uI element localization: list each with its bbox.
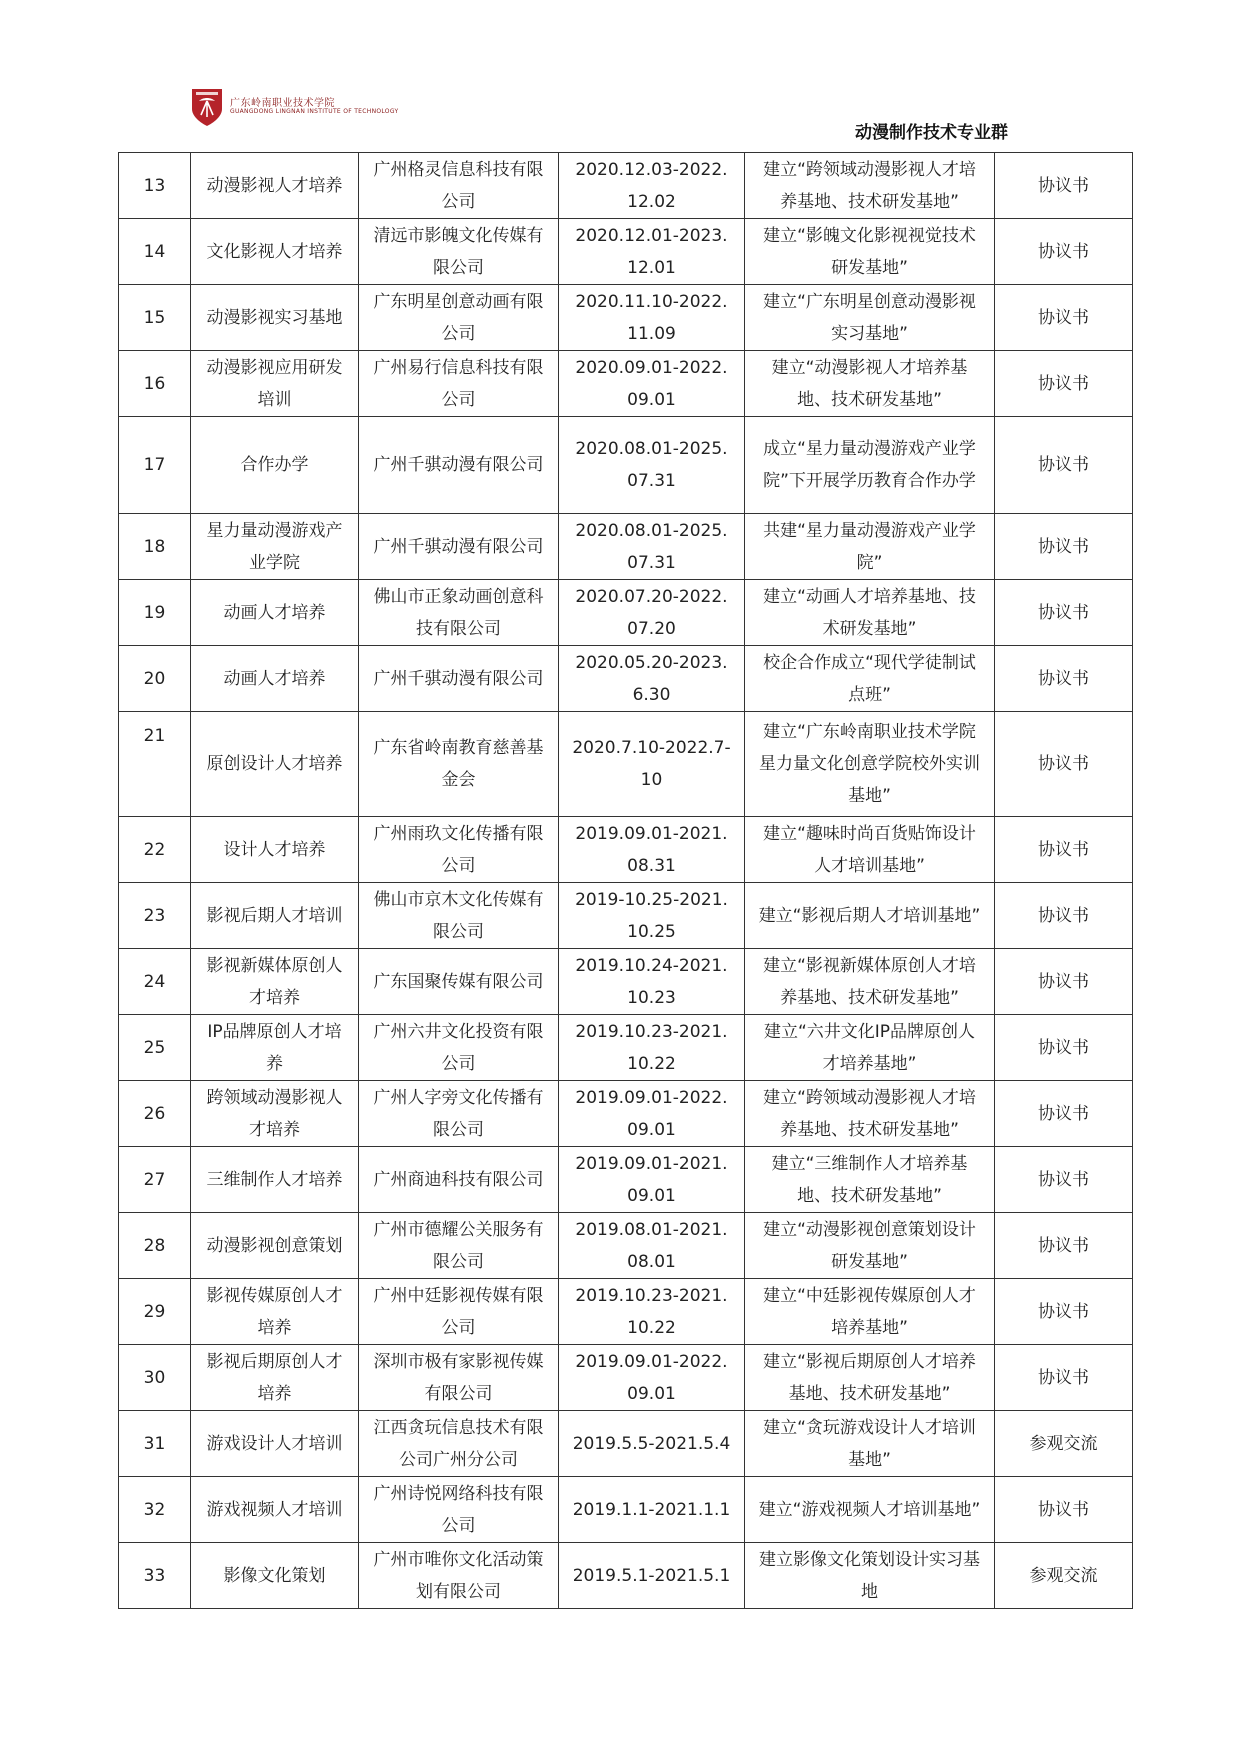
partner-company: 广州千骐动漫有限公司 [359,514,559,580]
cooperation-form: 协议书 [995,514,1133,580]
cooperation-period: 2019.5.1-2021.5.1 [559,1543,745,1609]
project-name: 合作办学 [191,417,359,514]
project-name: 影视传媒原创人才培养 [191,1279,359,1345]
cooperation-period: 2020.11.10-2022.11.09 [559,285,745,351]
cooperation-period: 2019.09.01-2021.08.31 [559,817,745,883]
cooperation-period: 2019.10.24-2021.10.23 [559,949,745,1015]
project-name: 动漫影视人才培养 [191,153,359,219]
cooperation-content: 建立“六井文化IP品牌原创人才培养基地” [745,1015,995,1081]
cooperation-period: 2020.08.01-2025.07.31 [559,417,745,514]
page-header-title: 动漫制作技术专业群 [855,123,1008,143]
table-row [119,1543,1133,1609]
project-name: 动画人才培养 [191,646,359,712]
row-number: 32 [119,1477,191,1543]
cooperation-content: 建立“影视新媒体原创人才培养基地、技术研发基地” [745,949,995,1015]
partner-company: 广州诗悦网络科技有限公司 [359,1477,559,1543]
school-logo [190,86,398,128]
partner-company: 广州千骐动漫有限公司 [359,417,559,514]
table-row [119,514,1133,580]
cooperation-period: 2019.1.1-2021.1.1 [559,1477,745,1543]
table-row [119,1279,1133,1345]
cooperation-form: 参观交流 [995,1543,1133,1609]
cooperation-period: 2019.09.01-2021.09.01 [559,1147,745,1213]
table-row [119,1147,1133,1213]
cooperation-content: 建立“影视后期人才培训基地” [745,883,995,949]
cooperation-content: 建立“动漫影视人才培养基地、技术研发基地” [745,351,995,417]
cooperation-period: 2020.08.01-2025.07.31 [559,514,745,580]
table-row [119,1477,1133,1543]
project-name: 影视新媒体原创人才培养 [191,949,359,1015]
project-name: 设计人才培养 [191,817,359,883]
cooperation-content: 建立“动画人才培养基地、技术研发基地” [745,580,995,646]
project-name: 星力量动漫游戏产业学院 [191,514,359,580]
cooperation-form: 协议书 [995,1015,1133,1081]
cooperation-period: 2020.07.20-2022.07.20 [559,580,745,646]
cooperation-content: 建立“影视后期原创人才培养基地、技术研发基地” [745,1345,995,1411]
partner-company: 广州格灵信息科技有限公司 [359,153,559,219]
table-row [119,1213,1133,1279]
cooperation-period: 2020.7.10-2022.7-10 [559,712,745,817]
cooperation-form: 协议书 [995,646,1133,712]
school-name-en: GUANGDONG LINGNAN INSTITUTE OF TECHNOLOGY [230,108,399,116]
partner-company: 广州市德耀公关服务有限公司 [359,1213,559,1279]
project-name: 游戏视频人才培训 [191,1477,359,1543]
row-number: 33 [119,1543,191,1609]
project-name: 跨领域动漫影视人才培养 [191,1081,359,1147]
cooperation-period: 2019-10.25-2021.10.25 [559,883,745,949]
cooperation-form: 协议书 [995,883,1133,949]
cooperation-content: 校企合作成立“现代学徒制试点班” [745,646,995,712]
row-number: 28 [119,1213,191,1279]
cooperation-content: 建立“贪玩游戏设计人才培训基地” [745,1411,995,1477]
partner-company: 清远市影魄文化传媒有限公司 [359,219,559,285]
table-row [119,712,1133,817]
table-row [119,1015,1133,1081]
cooperation-form: 协议书 [995,817,1133,883]
partner-company: 广州易行信息科技有限公司 [359,351,559,417]
table-row [119,949,1133,1015]
table-row [119,285,1133,351]
row-number: 26 [119,1081,191,1147]
partner-company: 广州商迪科技有限公司 [359,1147,559,1213]
cooperation-period: 2020.12.01-2023.12.01 [559,219,745,285]
school-emblem-icon [190,87,224,127]
project-name: 游戏设计人才培训 [191,1411,359,1477]
cooperation-form: 协议书 [995,351,1133,417]
row-number: 19 [119,580,191,646]
cooperation-content: 建立“游戏视频人才培训基地” [745,1477,995,1543]
partner-company: 广州人字旁文化传播有限公司 [359,1081,559,1147]
row-number: 27 [119,1147,191,1213]
cooperation-period: 2019.09.01-2022.09.01 [559,1345,745,1411]
cooperation-period: 2019.08.01-2021.08.01 [559,1213,745,1279]
partner-company: 广州雨玖文化传播有限公司 [359,817,559,883]
cooperation-period: 2020.05.20-2023.6.30 [559,646,745,712]
table-row [119,351,1133,417]
table-row [119,883,1133,949]
project-name: 三维制作人才培养 [191,1147,359,1213]
row-number: 17 [119,417,191,514]
row-number: 16 [119,351,191,417]
cooperation-content: 成立“星力量动漫游戏产业学院”下开展学历教育合作办学 [745,417,995,514]
table-row [119,153,1133,219]
cooperation-form: 协议书 [995,219,1133,285]
cooperation-form: 协议书 [995,1345,1133,1411]
cooperation-form: 参观交流 [995,1411,1133,1477]
project-name: IP品牌原创人才培养 [191,1015,359,1081]
row-number: 15 [119,285,191,351]
row-number: 18 [119,514,191,580]
cooperation-form: 协议书 [995,285,1133,351]
cooperation-content: 建立“中廷影视传媒原创人才培养基地” [745,1279,995,1345]
cooperation-content: 建立“广东明星创意动漫影视实习基地” [745,285,995,351]
cooperation-content: 建立“跨领域动漫影视人才培养基地、技术研发基地” [745,1081,995,1147]
cooperation-content: 建立“趣味时尚百货贴饰设计人才培训基地” [745,817,995,883]
partner-company: 广州六井文化投资有限公司 [359,1015,559,1081]
project-name: 影视后期人才培训 [191,883,359,949]
cooperation-content: 建立“三维制作人才培养基地、技术研发基地” [745,1147,995,1213]
project-name: 文化影视人才培养 [191,219,359,285]
table-row [119,219,1133,285]
row-number: 24 [119,949,191,1015]
row-number: 20 [119,646,191,712]
cooperation-table-body [119,153,1133,1609]
project-name: 动漫影视创意策划 [191,1213,359,1279]
cooperation-period: 2019.10.23-2021.10.22 [559,1279,745,1345]
row-number: 23 [119,883,191,949]
cooperation-content: 建立“动漫影视创意策划设计研发基地” [745,1213,995,1279]
cooperation-content: 建立影像文化策划设计实习基地 [745,1543,995,1609]
partner-company: 广东国聚传媒有限公司 [359,949,559,1015]
row-number: 29 [119,1279,191,1345]
partner-company: 广州中廷影视传媒有限公司 [359,1279,559,1345]
row-number: 30 [119,1345,191,1411]
cooperation-form: 协议书 [995,153,1133,219]
cooperation-period: 2019.5.5-2021.5.4 [559,1411,745,1477]
row-number: 22 [119,817,191,883]
project-name: 动漫影视应用研发培训 [191,351,359,417]
cooperation-form: 协议书 [995,1147,1133,1213]
row-number: 14 [119,219,191,285]
row-number: 13 [119,153,191,219]
cooperation-period: 2020.09.01-2022.09.01 [559,351,745,417]
cooperation-period: 2019.10.23-2021.10.22 [559,1015,745,1081]
cooperation-table [118,152,1133,1609]
table-row [119,646,1133,712]
cooperation-form: 协议书 [995,712,1133,817]
cooperation-content: 建立“跨领域动漫影视人才培养基地、技术研发基地” [745,153,995,219]
cooperation-form: 协议书 [995,949,1133,1015]
cooperation-period: 2019.09.01-2022.09.01 [559,1081,745,1147]
row-number: 21 [119,712,191,817]
cooperation-form: 协议书 [995,1477,1133,1543]
table-row [119,1081,1133,1147]
table-row [119,1411,1133,1477]
partner-company: 深圳市极有家影视传媒有限公司 [359,1345,559,1411]
project-name: 原创设计人才培养 [191,712,359,817]
row-number: 25 [119,1015,191,1081]
partner-company: 江西贪玩信息技术有限公司广州分公司 [359,1411,559,1477]
partner-company: 广东省岭南教育慈善基金会 [359,712,559,817]
cooperation-period: 2020.12.03-2022.12.02 [559,153,745,219]
partner-company: 广州千骐动漫有限公司 [359,646,559,712]
table-row [119,417,1133,514]
cooperation-form: 协议书 [995,580,1133,646]
cooperation-form: 协议书 [995,1279,1133,1345]
project-name: 动漫影视实习基地 [191,285,359,351]
cooperation-content: 共建“星力量动漫游戏产业学院” [745,514,995,580]
table-row [119,580,1133,646]
partner-company: 广东明星创意动画有限公司 [359,285,559,351]
table-row [119,817,1133,883]
partner-company: 广州市唯你文化活动策划有限公司 [359,1543,559,1609]
partner-company: 佛山市京木文化传媒有限公司 [359,883,559,949]
project-name: 动画人才培养 [191,580,359,646]
school-name-cn: 广东岭南职业技术学院 [230,98,335,110]
cooperation-form: 协议书 [995,1081,1133,1147]
partner-company: 佛山市正象动画创意科技有限公司 [359,580,559,646]
cooperation-content: 建立“影魄文化影视视觉技术研发基地” [745,219,995,285]
cooperation-content: 建立“广东岭南职业技术学院星力量文化创意学院校外实训基地” [745,712,995,817]
table-row [119,1345,1133,1411]
project-name: 影视后期原创人才培养 [191,1345,359,1411]
cooperation-form: 协议书 [995,1213,1133,1279]
row-number: 31 [119,1411,191,1477]
project-name: 影像文化策划 [191,1543,359,1609]
cooperation-form: 协议书 [995,417,1133,514]
